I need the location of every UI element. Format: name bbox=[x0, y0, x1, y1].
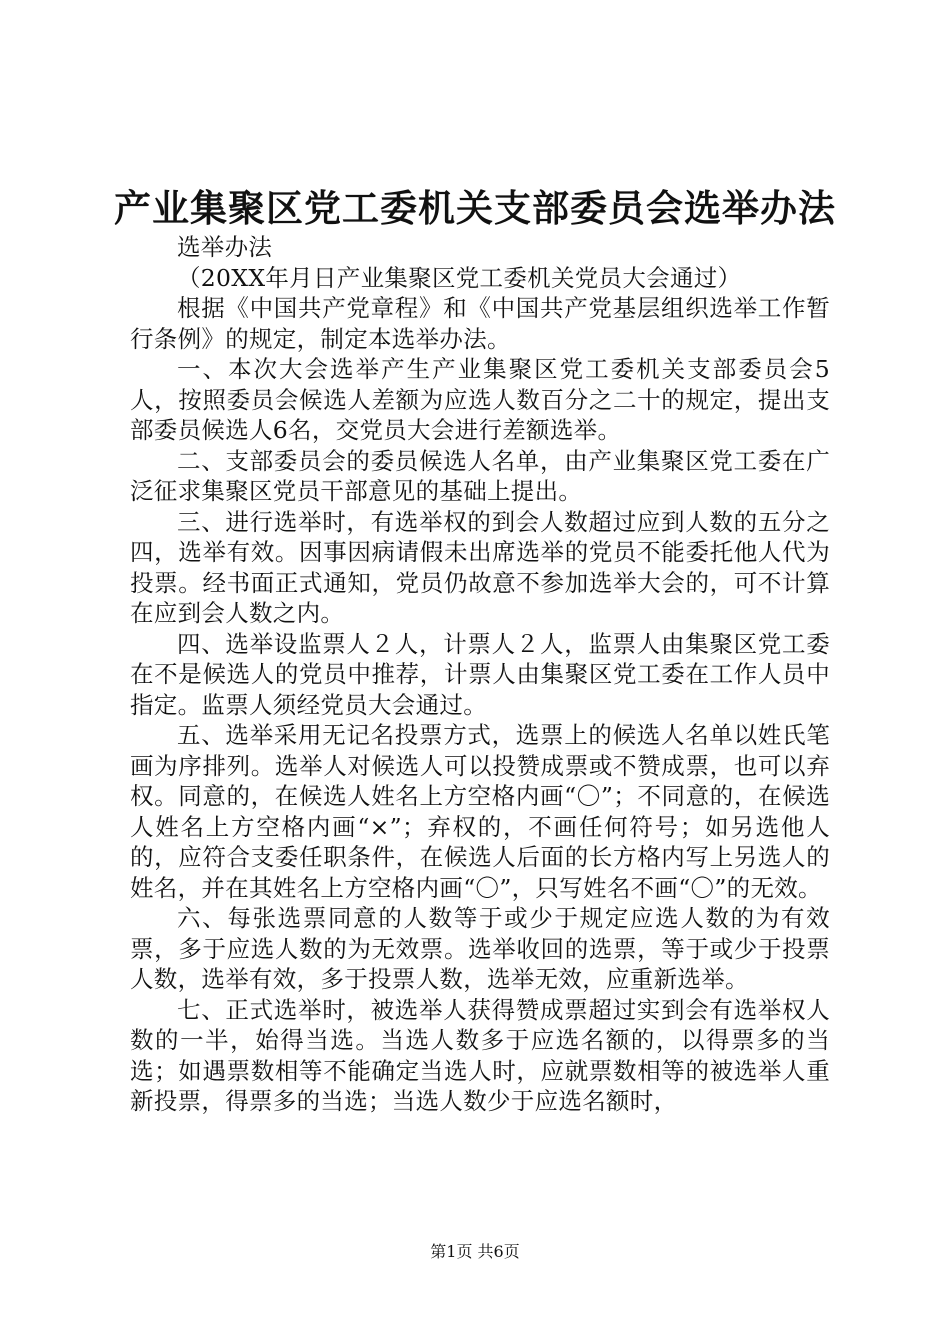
article-2-paragraph: 二、支部委员会的委员候选人名单，由产业集聚区党工委在广泛征求集聚区党员干部意见的基础上提出。 bbox=[130, 446, 830, 505]
article-6-paragraph: 六、每张选票同意的人数等于或少于规定应选人数的为有效票，多于应选人数的为无效票。选举收回的选票，等于或少于投票人数，选举有效，多于投票人数，选举无效，应重新选举。 bbox=[130, 904, 830, 993]
article-5-paragraph: 五、选举采用无记名投票方式，选票上的候选人名单以姓氏笔画为序排列。选举人对候选人可以投赞成票或不赞成票，也可以弃权。同意的，在候选人姓名上方空格内画“〇”；不同意的，在候选人姓名上方空格内画“×”；弃权的，不画任何符号；如另选他人的，应符合支委任职条件，在候选人后面的长方格内写上另选人的姓名，并在其姓名上方空格内画“〇”，只写姓名不画“〇”的无效。 bbox=[130, 721, 830, 902]
page-number-footer: 第1页 共6页 bbox=[430, 1242, 520, 1261]
article-7-paragraph: 七、正式选举时，被选举人获得赞成票超过实到会有选举权人数的一半，始得当选。当选人数多于应选名额的，以得票多的当选；如遇票数相等不能确定当选人时，应就票数相等的被选举人重新投票，得票多的当选；当选人数少于应选名额时， bbox=[130, 995, 830, 1115]
article-3-paragraph: 三、进行选举时，有选举权的到会人数超过应到人数的五分之四，选举有效。因事因病请假未出席选举的党员不能委托他人代为投票。经书面正式通知，党员仍故意不参加选举大会的，可不计算在应到会人数之内。 bbox=[130, 507, 830, 627]
document-body bbox=[130, 232, 830, 1117]
preamble-paragraph: 根据《中国共产党章程》和《中国共产党基层组织选举工作暂行条例》的规定，制定本选举办法。 bbox=[130, 294, 830, 353]
document-title: 产业集聚区党工委机关支部委员会选举办法 bbox=[114, 186, 836, 230]
article-1-paragraph: 一、本次大会选举产生产业集聚区党工委机关支部委员会5人，按照委员会候选人差额为应选人数百分之二十的规定，提出支部委员候选人6名，交党员大会进行差额选举。 bbox=[130, 355, 830, 444]
article-4-paragraph: 四、选举设监票人２人，计票人２人，监票人由集聚区党工委在不是候选人的党员中推荐，计票人由集聚区党工委在工作人员中指定。监票人须经党员大会通过。 bbox=[130, 629, 830, 719]
section-heading: 选举办法 bbox=[177, 233, 273, 261]
adoption-note: （20XX年月日产业集聚区党工委机关党员大会通过） bbox=[177, 263, 742, 292]
